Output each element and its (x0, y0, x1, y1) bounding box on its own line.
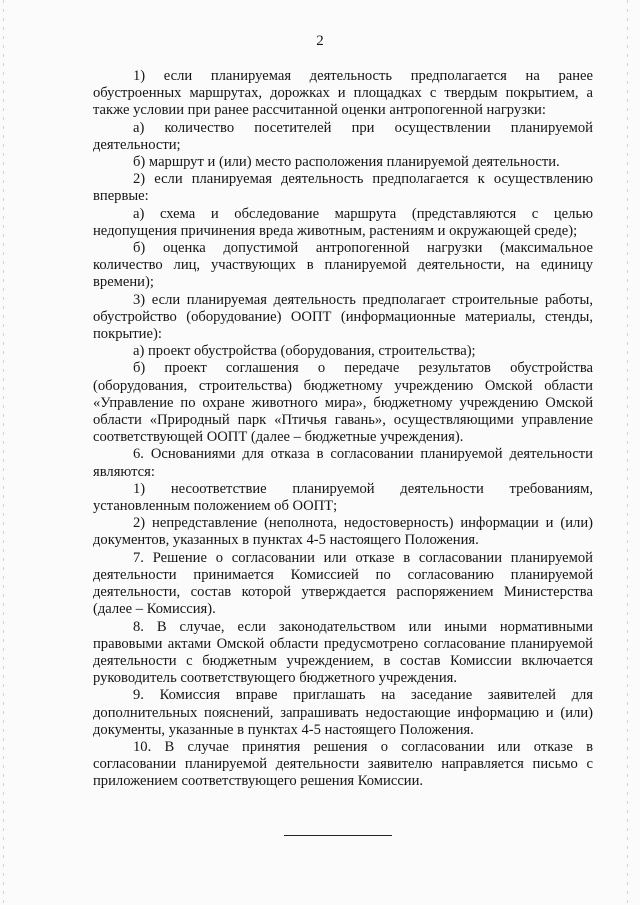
paragraph-7: 3) если планируемая деятельность предполагает строительные работы, обустройство (оборудование) ООПТ (информационные материалы, стенды, покрытие): (93, 291, 593, 343)
paragraph-6: б) оценка допустимой антропогенной нагрузки (максимальное количество лиц, участвующих в планируемой деятельности, на единицу времени); (93, 240, 593, 291)
document-body (93, 68, 593, 791)
footer-divider-line (284, 835, 392, 836)
paragraph-14: 8. В случае, если законодательством или иными нормативными правовыми актами Омской области предусмотрено согласование планируемой деятельности с бюджетным учреждением, в состав Комиссии включается руководитель соответствующего бюджетного учреждения. (93, 618, 593, 687)
paragraph-12: 2) непредставление (неполнота, недостоверность) информации и (или) документов, указанных в пунктах 4-5 настоящего Положения. (93, 515, 593, 549)
left-scan-edge (3, 0, 4, 905)
paragraph-8: а) проект обустройства (оборудования, строительства); (133, 343, 476, 360)
paragraph-3: б) маршрут и (или) место расположения планируемой деятельности. (133, 154, 560, 171)
paragraph-4: 2) если планируемая деятельность предполагается к осуществлению впервые: (93, 171, 593, 205)
paragraph-16: 10. В случае принятия решения о согласовании или отказе в согласовании планируемой деятельности заявителю направляется письмо с приложением соответствующего решения Комиссии. (93, 738, 593, 790)
paragraph-10: 6. Основаниями для отказа в согласовании планируемой деятельности являются: (93, 446, 593, 480)
paragraph-9: б) проект соглашения о передаче результатов обустройства (оборудования, строительства) бюджетному учреждению Омской области «Управление по охране животного мира», бюджетному учреждению Омской области «Природный парк «Птичья гавань», осуществляющими управление соответствующей ООПТ (далее – бюджетные учреждения). (93, 360, 593, 446)
paragraph-13: 7. Решение о согласовании или отказе в согласовании планируемой деятельности принимается Комиссией по согласованию планируемой деятельности, состав которой утверждается распоряжением Министерства (далее – Комиссия). (93, 549, 593, 618)
page-number: 2 (316, 33, 324, 49)
paragraph-5: а) схема и обследование маршрута (представляются с целью недопущения причинения вреда животным, растениям и окружающей среде); (93, 205, 593, 239)
paragraph-11: 1) несоответствие планируемой деятельности требованиям, установленным положением об ООПТ; (93, 480, 593, 515)
right-scan-edge (627, 0, 628, 905)
paragraph-1: 1) если планируемая деятельность предполагается на ранее обустроенных маршрутах, дорожках и площадках с твердым покрытием, а также условии при ранее рассчитанной оценки антропогенной нагрузки: (93, 68, 593, 119)
paragraph-2: а) количество посетителей при осуществлении планируемой деятельности; (93, 119, 593, 153)
paragraph-15: 9. Комиссия вправе приглашать на заседание заявителей для дополнительных пояснений, запрашивать недостающие информацию и (или) документы, указанные в пунктах 4-5 настоящего Положения. (93, 687, 593, 738)
